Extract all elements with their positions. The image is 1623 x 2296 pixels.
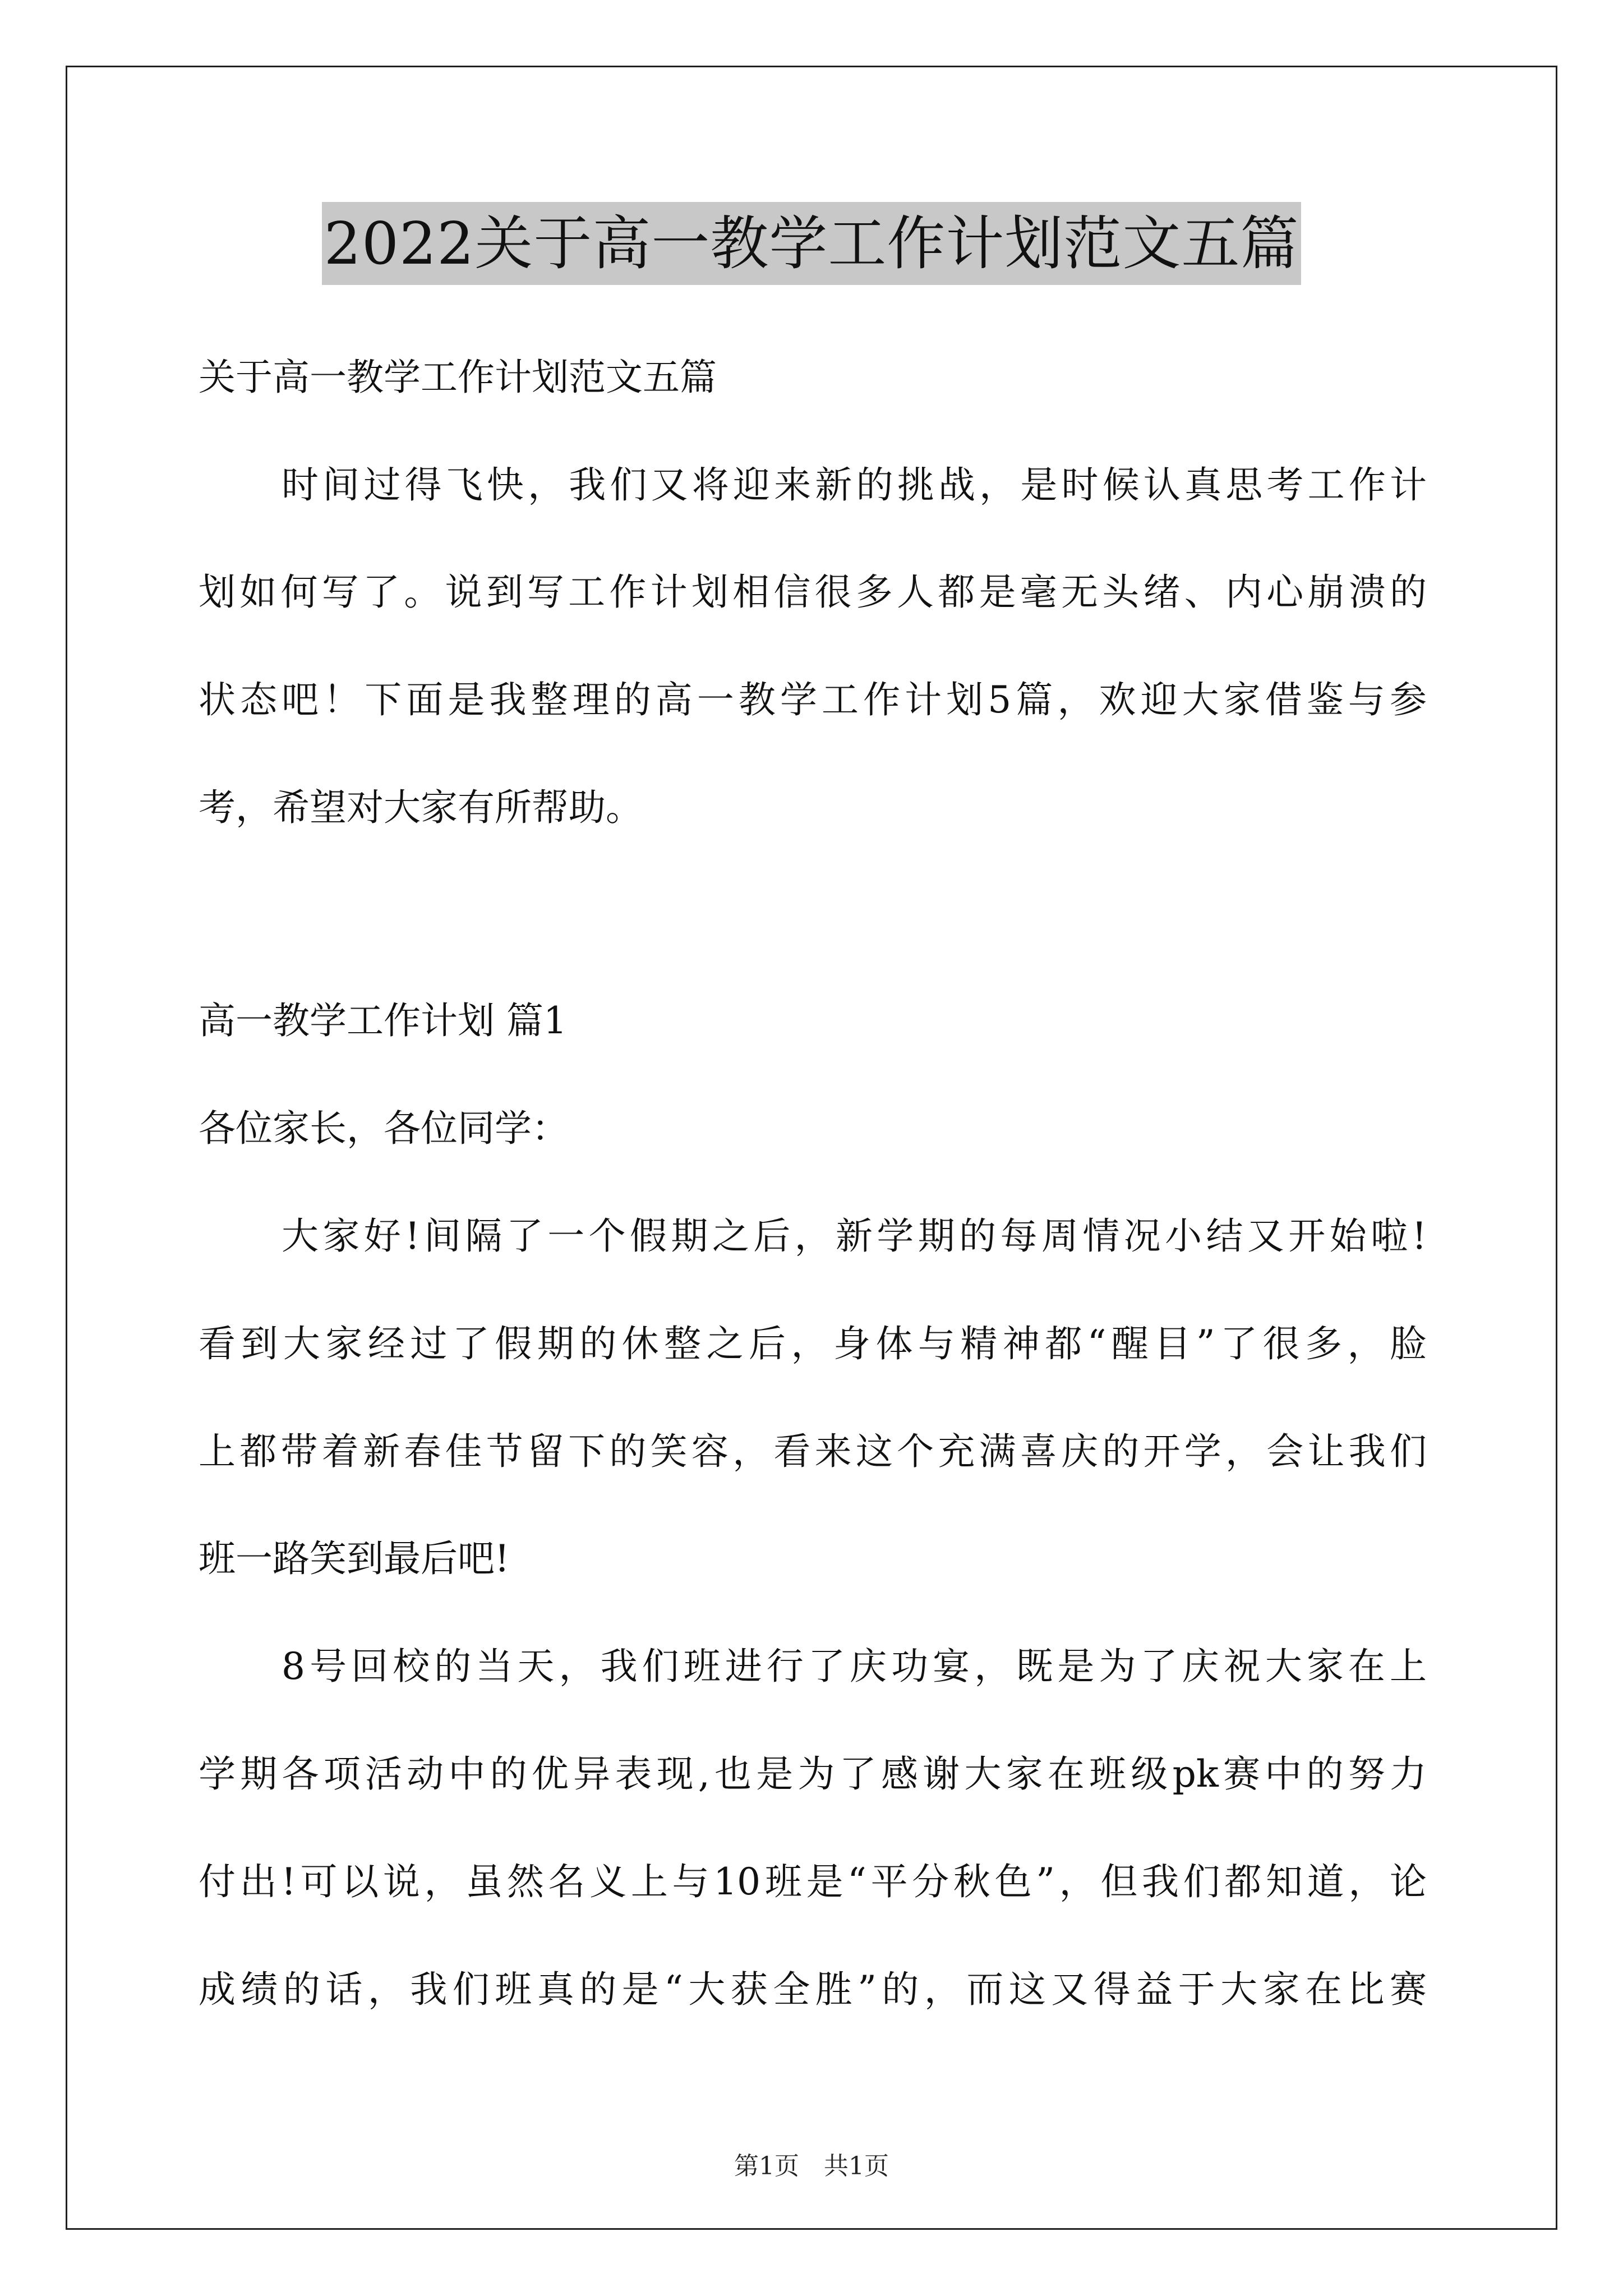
para2-line-1: 8号回校的当天，我们班进行了庆功宴，既是为了庆祝大家在上 <box>282 1645 1427 1688</box>
para2-line-4: 成绩的话，我们班真的是“大获全胜”的，而这又得益于大家在比赛 <box>199 1968 1427 2011</box>
intro-line-4: 考，希望对大家有所帮助。 <box>199 786 643 829</box>
greeting: 各位家长，各位同学： <box>199 1107 569 1150</box>
document-subtitle: 关于高一教学工作计划范文五篇 <box>199 356 717 399</box>
document-title: 2022关于高一教学工作计划范文五篇 <box>322 202 1302 285</box>
para2-line-2: 学期各项活动中的优异表现,也是为了感谢大家在班级pk赛中的努力 <box>199 1752 1427 1796</box>
intro-line-1: 时间过得飞快，我们又将迎来新的挑战，是时候认真思考工作计 <box>282 463 1427 507</box>
para1-line-2: 看到大家经过了假期的休整之后，身体与精神都“醒目”了很多，脸 <box>199 1322 1427 1365</box>
para1-line-3: 上都带着新春佳节留下的笑容，看来这个充满喜庆的开学，会让我们 <box>199 1430 1427 1473</box>
para2-line-3: 付出!可以说，虽然名义上与10班是“平分秋色”，但我们都知道，论 <box>199 1860 1427 1903</box>
intro-line-3: 状态吧！下面是我整理的高一教学工作计划5篇，欢迎大家借鉴与参 <box>199 678 1427 721</box>
intro-line-2: 划如何写了。说到写工作计划相信很多人都是毫无头绪、内心崩溃的 <box>199 570 1427 614</box>
para1-line-1: 大家好!间隔了一个假期之后，新学期的每周情况小结又开始啦! <box>282 1214 1427 1258</box>
para1-line-4: 班一路笑到最后吧! <box>199 1537 510 1580</box>
title-container <box>0 202 1623 285</box>
page-footer: 第1页 共1页 <box>734 2152 889 2180</box>
section-heading: 高一教学工作计划 篇1 <box>199 999 567 1042</box>
